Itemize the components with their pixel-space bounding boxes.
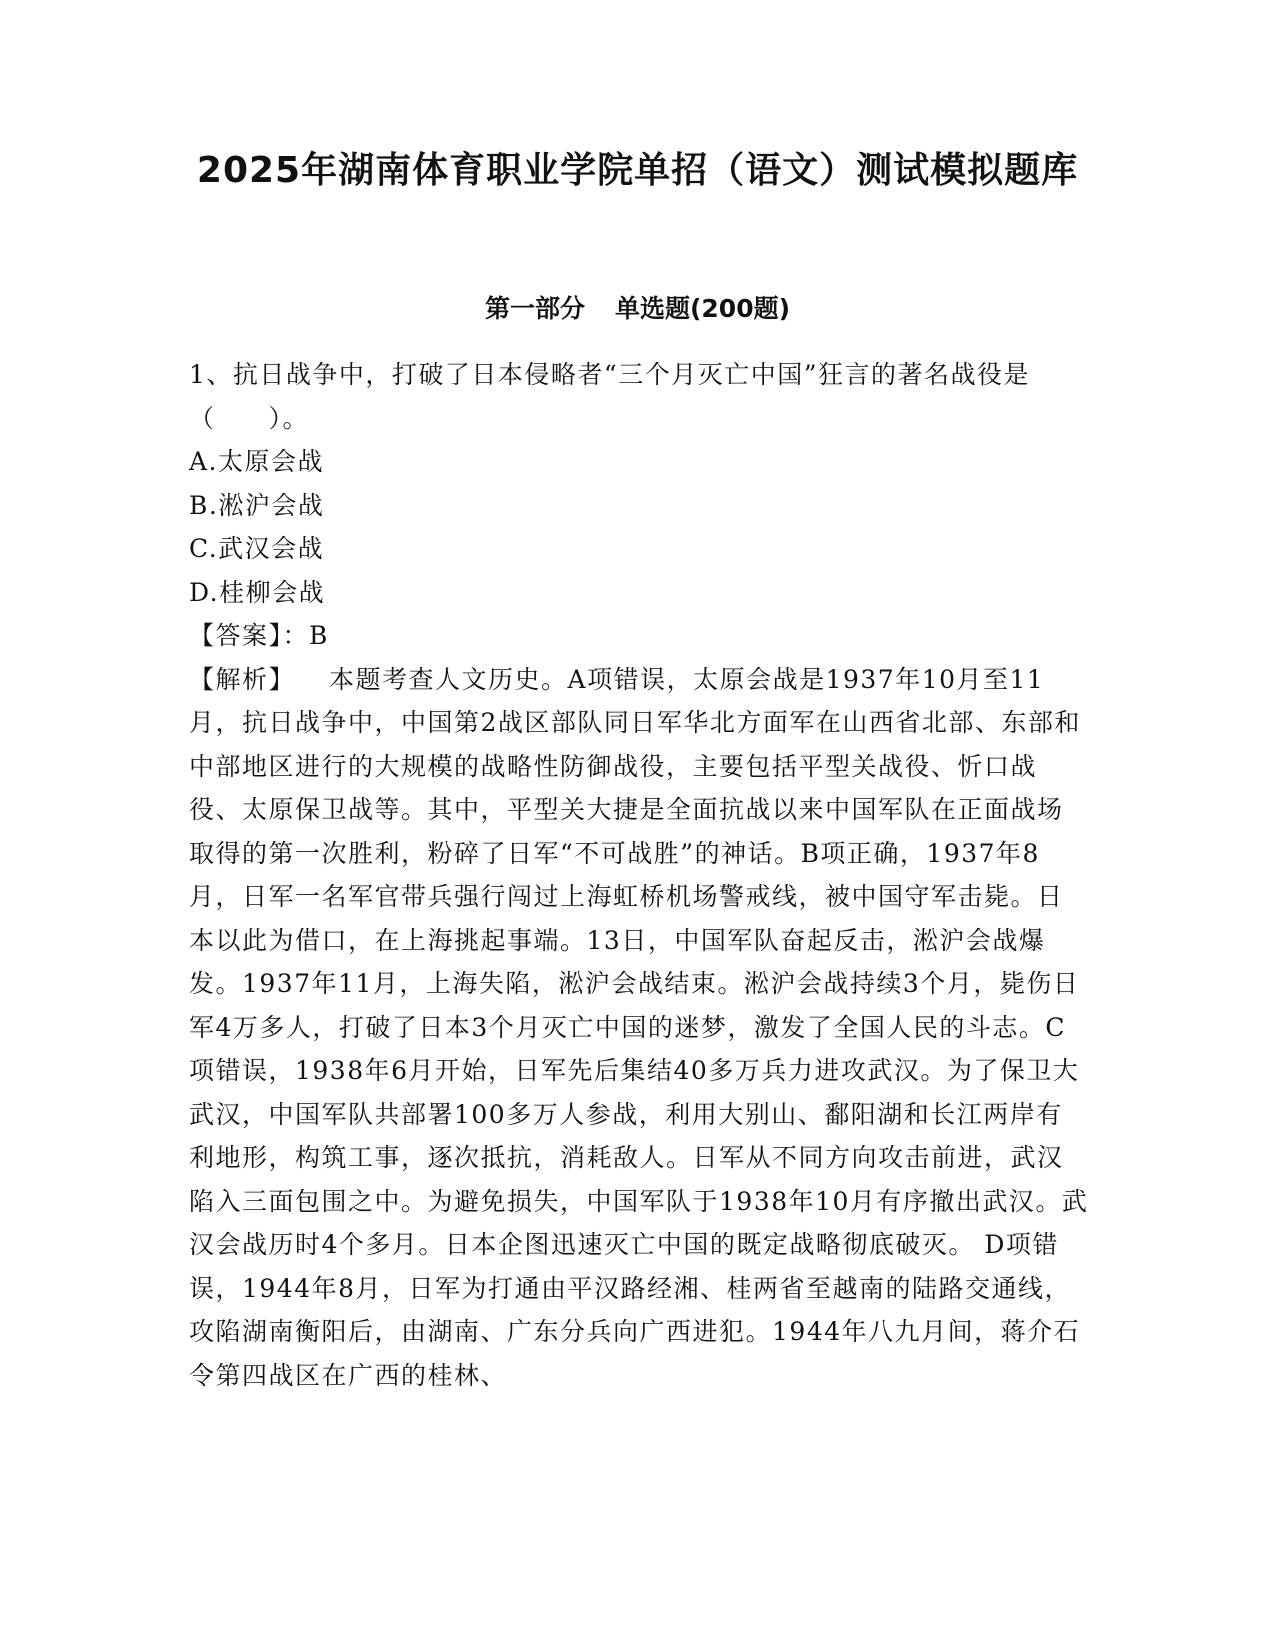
- answer-line: [189, 614, 1089, 658]
- section-part: 第一部分: [484, 294, 585, 323]
- answer-label: 【答案】：: [189, 621, 310, 650]
- explanation-label: 【解析】: [189, 664, 296, 694]
- option-a: A.太原会战: [189, 447, 325, 476]
- option-d: D.桂柳会战: [189, 577, 326, 607]
- document-title: 2025年湖南体育职业学院单招（语文）测试模拟题库: [196, 150, 1079, 191]
- section-name: 单选题(200题): [614, 294, 791, 323]
- option-c: C.武汉会战: [189, 534, 325, 563]
- explanation-paragraph: [189, 658, 1089, 1398]
- question-stem: 1、抗日战争中，打破了日本侵略者“三个月灭亡中国”狂言的著名战役是（ ）。: [189, 360, 1030, 433]
- answer-value: B: [309, 621, 329, 650]
- explanation-text: 本题考查人文历史。A项错误，太原会战是1937年10月至11月，抗日战争中，中国第2战区部队同日军华北方面军在山西省北部、东部和中部地区进行的大规模的战略性防御战役，主要包括平型关战役、忻口战役、太原保卫战等。其中，平型关大捷是全面抗战以来中国军队在正面战场取得的第一次胜利，粉碎了日军“不可战胜”的神话。B项正确，1937年8月，日军一名军官带兵强行闯过上海虹桥机场警戒线，被中国守军击毙。日本以此为借口，在上海挑起事端。13日，中国军队奋起反击，淞沪会战爆发。1937年11月，上海失陷，淞沪会战结束。淞沪会战持续3个月，毙伤日军4万多人，打破了日本3个月灭亡中国的迷梦，激发了全国人民的斗志。C项错误，1938年6月开始，日军先后集结40多万兵力进攻武汉。为了保卫大武汉，中国军队共部署100多万人参战，利用大别山、鄱阳湖和长江两岸有利地形，构筑工事，逐次抵抗，消耗敌人。日军从不同方向攻击前进，武汉陷入三面包围之中。为避免损失，中国军队于1938年10月有序撤出武汉。武汉会战历时4个多月。日本企图迅速灭亡中国的既定战略彻底破灭。 D项错误，1944年8月，日军为打通由平汉路经湘、桂两省至越南的陆路交通线，攻陷湖南衡阳后，由湖南、广东分兵向广西进犯。1944年八九月间，蒋介石令第四战区在广西的桂林、: [189, 664, 1089, 1390]
- section-heading: [0, 292, 1275, 326]
- option-b: B.淞沪会战: [189, 490, 325, 520]
- question-block: [189, 353, 1089, 1397]
